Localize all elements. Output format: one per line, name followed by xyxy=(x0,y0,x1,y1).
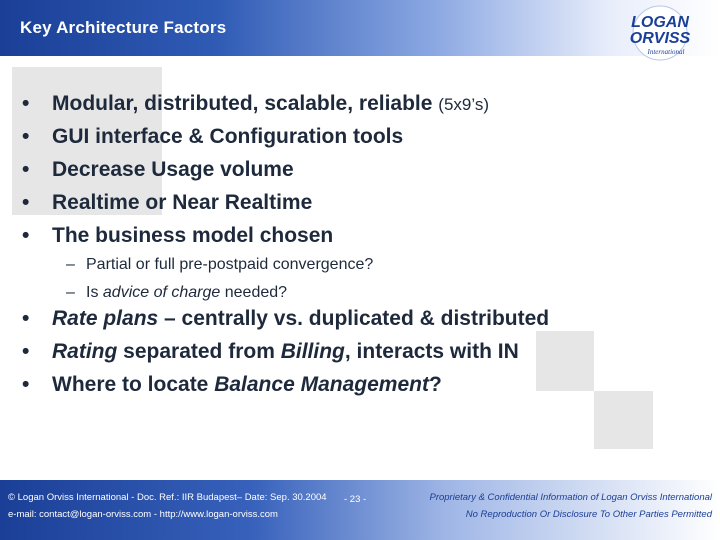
bullet-text: ? xyxy=(428,373,442,396)
footer-bar xyxy=(0,480,720,540)
footer-left-block xyxy=(8,489,327,523)
bullet-text: GUI interface & Configuration tools xyxy=(52,125,404,148)
sub-bullet-dash: – xyxy=(66,256,75,273)
bullet-item xyxy=(22,125,489,158)
sub-bullet-dash: – xyxy=(66,284,75,301)
footer-contact: e-mail: contact@logan-orviss.com - http://www.logan-orviss.com xyxy=(8,509,278,520)
bullet-text: Decrease Usage volume xyxy=(52,158,294,181)
bullet-text: separated from xyxy=(117,340,281,363)
bullet-text: Realtime or Near Realtime xyxy=(52,191,313,214)
bullet-suffix: (5x9’s) xyxy=(438,95,489,114)
slide-title: Key Architecture Factors xyxy=(20,18,227,37)
bullet-emphasis: Balance Management xyxy=(214,373,429,396)
bullet-emphasis: Rate plans xyxy=(52,307,159,330)
sub-bullet-list xyxy=(66,255,373,311)
bullet-text: – centrally vs. duplicated & distributed xyxy=(158,307,550,330)
logo-text-orviss: ORVISS xyxy=(629,30,691,47)
sub-bullet-text: needed? xyxy=(220,284,288,301)
logan-orviss-logo-icon xyxy=(608,4,712,62)
bullet-text: Modular, distributed, scalable, reliable xyxy=(52,92,439,115)
bullet-item xyxy=(22,307,549,340)
bullet-item xyxy=(22,340,549,373)
bullet-text: The business model chosen xyxy=(52,224,334,247)
sub-bullet-emphasis: advice of charge xyxy=(102,284,221,301)
bullet-dot: • xyxy=(22,191,30,214)
main-bullet-list xyxy=(22,92,489,257)
bullet-dot: • xyxy=(22,92,30,115)
page-number: - 23 - xyxy=(344,494,367,505)
bullet-item xyxy=(22,373,549,406)
bullet-dot: • xyxy=(22,125,30,148)
bullet-item xyxy=(22,158,489,191)
logo-text-logan: LOGAN xyxy=(631,14,689,31)
bullet-dot: • xyxy=(22,158,30,181)
sub-bullet-text: Partial or full pre-postpaid convergence? xyxy=(86,256,374,273)
bullet-dot: • xyxy=(22,340,30,363)
bullet-dot: • xyxy=(22,307,30,330)
bullet-emphasis: Billing xyxy=(280,340,345,363)
footer-right-block xyxy=(429,489,712,523)
bullet-dot: • xyxy=(22,224,30,247)
bullet-item xyxy=(22,92,489,125)
bullet-dot: • xyxy=(22,373,30,396)
bullet-item xyxy=(22,224,489,257)
bullet-text: , interacts with IN xyxy=(344,340,519,363)
logo-text-international: International xyxy=(647,48,685,56)
bullet-emphasis: Rating xyxy=(52,340,118,363)
decorative-square xyxy=(594,391,653,449)
sub-bullet-text: Is xyxy=(86,284,103,301)
second-bullet-list xyxy=(22,307,549,406)
footer-confidential: Proprietary & Confidential Information of Logan Orviss International xyxy=(429,492,712,503)
footer-copyright: © Logan Orviss International - Doc. Ref.: IIR Budapest– Date: Sep. 30.2004 xyxy=(8,492,327,503)
footer-no-reproduction: No Reproduction Or Disclosure To Other Parties Permitted xyxy=(465,509,712,520)
bullet-text: Where to locate xyxy=(52,373,215,396)
sub-bullet-item xyxy=(66,255,373,283)
bullet-item xyxy=(22,191,489,224)
